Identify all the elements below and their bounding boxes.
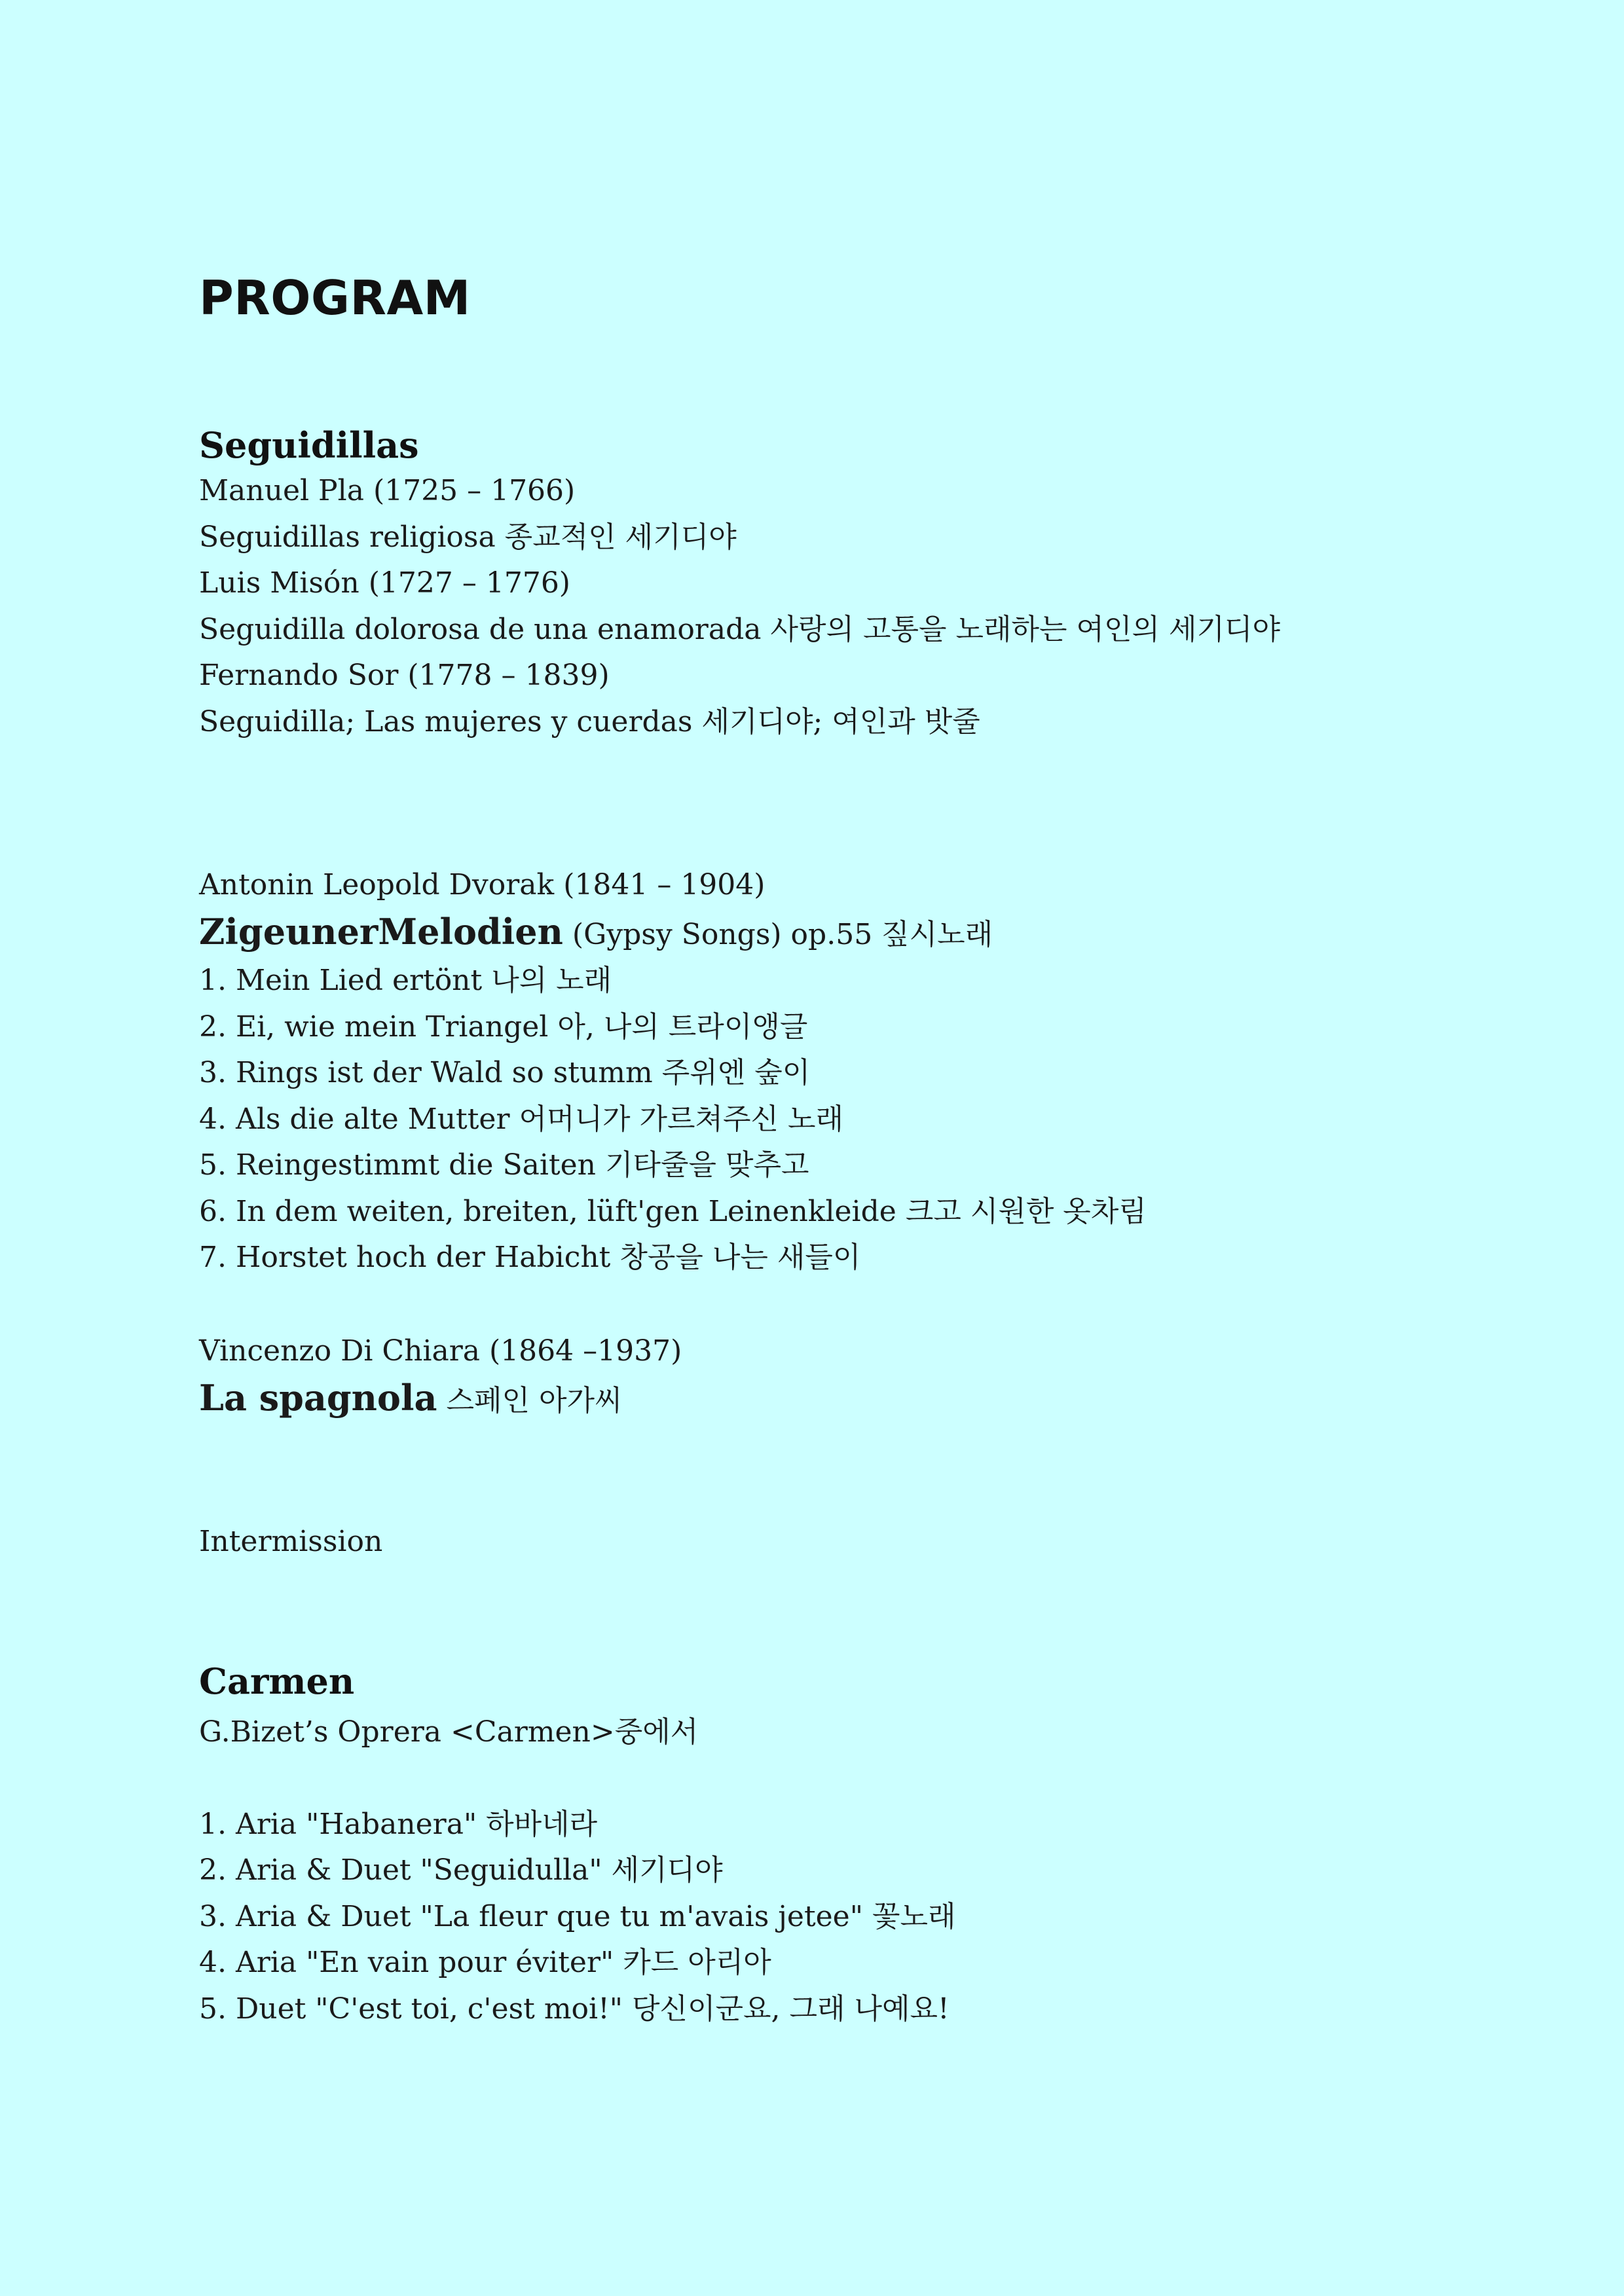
seguidillas-list bbox=[199, 468, 1509, 745]
list-item: Manuel Pla (1725 – 1766) bbox=[199, 474, 576, 507]
list-item: 2. Ei, wie mein Triangel 아, 나의 트라이앵글 bbox=[199, 1010, 808, 1044]
list-item: 1. Aria "Habanera" 하바네라 bbox=[199, 1807, 598, 1841]
list-item: Seguidilla dolorosa de una enamorada 사랑의 고통을 노래하는 여인의 세기디야 bbox=[199, 612, 1280, 646]
list-item: 3. Aria & Duet "La fleur que tu m'avais jetee" 꽃노래 bbox=[199, 1899, 956, 1933]
list-item: 4. Als die alte Mutter 어머니가 가르쳐주신 노래 bbox=[199, 1102, 843, 1136]
dvorak-composer: Antonin Leopold Dvorak (1841 – 1904) bbox=[199, 868, 766, 902]
dvorak-section bbox=[199, 862, 1509, 1281]
list-item: Fernando Sor (1778 – 1839) bbox=[199, 659, 610, 692]
chiara-composer: Vincenzo Di Chiara (1864 –1937) bbox=[199, 1334, 682, 1368]
chiara-section bbox=[199, 1328, 1509, 1424]
list-item: 7. Horstet hoch der Habicht 창공을 나는 새들이 bbox=[199, 1241, 861, 1274]
carmen-section bbox=[199, 1658, 1509, 2032]
list-item: Luis Misón (1727 – 1776) bbox=[199, 566, 570, 600]
list-item: 1. Mein Lied ertönt 나의 노래 bbox=[199, 964, 612, 997]
intermission-label: Intermission bbox=[199, 1525, 383, 1558]
chiara-work-subtitle: 스페인 아가씨 bbox=[437, 1383, 623, 1417]
list-item: Seguidilla; Las mujeres y cuerdas 세기디야; 여인과 밧줄 bbox=[199, 704, 980, 738]
dvorak-work-subtitle: (Gypsy Songs) op.55 짚시노래 bbox=[563, 917, 993, 951]
list-item: 2. Aria & Duet "Seguidulla" 세기디야 bbox=[199, 1853, 723, 1887]
carmen-heading: Carmen bbox=[199, 1660, 355, 1702]
list-item: Seguidillas religiosa 종교적인 세기디야 bbox=[199, 520, 737, 554]
list-item: 6. In dem weiten, breiten, lüft'gen Leinenkleide 크고 시원한 옷차림 bbox=[199, 1194, 1147, 1228]
page-title: PROGRAM bbox=[199, 270, 471, 325]
list-item: 5. Reingestimmt die Saiten 기타줄을 맞추고 bbox=[199, 1148, 809, 1182]
carmen-list bbox=[199, 1802, 1509, 2033]
seguidillas-heading: Seguidillas bbox=[199, 424, 419, 466]
dvorak-work bbox=[199, 909, 1509, 958]
list-item: 4. Aria "En vain pour éviter" 카드 아리아 bbox=[199, 1946, 771, 1979]
carmen-subtitle: G.Bizet’s Oprera <Carmen>중에서 bbox=[199, 1715, 699, 1749]
chiara-work-title: La spagnola bbox=[199, 1376, 437, 1419]
dvorak-song-list bbox=[199, 958, 1509, 1281]
dvorak-work-title: ZigeunerMelodien bbox=[199, 910, 563, 953]
list-item: 5. Duet "C'est toi, c'est moi!" 당신이군요, 그래 나예요! bbox=[199, 1992, 950, 2026]
seguidillas-section bbox=[199, 422, 1509, 745]
list-item: 3. Rings ist der Wald so stumm 주위엔 숲이 bbox=[199, 1056, 811, 1089]
chiara-work bbox=[199, 1375, 1509, 1425]
